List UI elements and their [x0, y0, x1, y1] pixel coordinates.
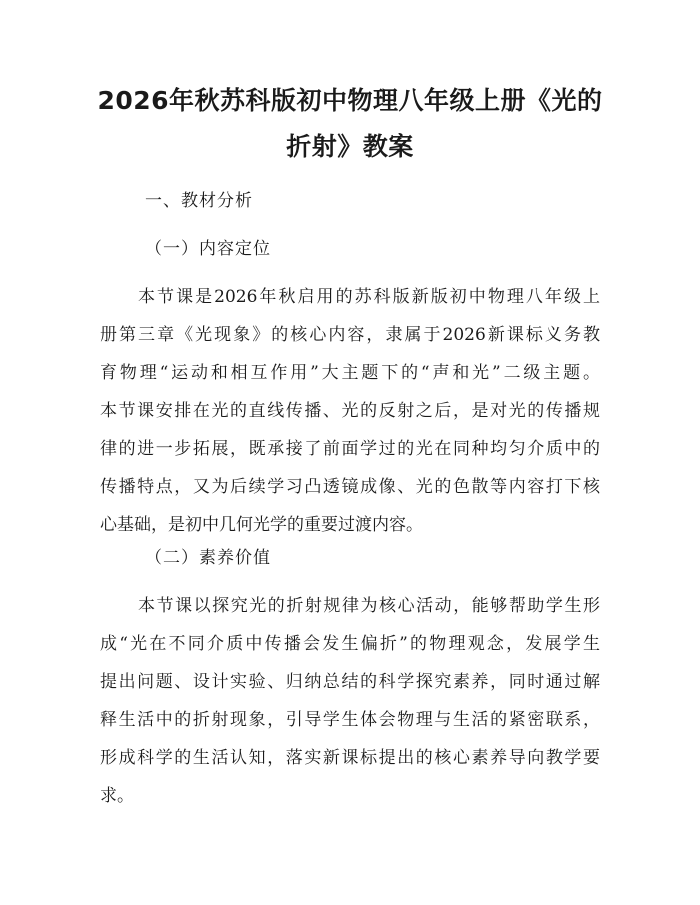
paragraph-line: 心基础，是初中几何光学的重要过渡内容。 [100, 515, 423, 535]
paragraph-line: 成“光在不同介质中传播会发生偏折”的物理观念，发展学生 [100, 634, 600, 654]
paragraph-line: 本节课安排在光的直线传播、光的反射之后，是对光的传播规 [100, 401, 600, 421]
document-title-line-2: 折射》教案 [286, 132, 414, 161]
paragraph-line: 释生活中的折射现象，引导学生体会物理与生活的紧密联系， [100, 710, 600, 730]
document-title-line-1: 2026年秋苏科版初中物理八年级上册《光的 [97, 86, 603, 115]
paragraph-line: 律的进一步拓展，既承接了前面学过的光在同种均匀介质中的 [100, 439, 600, 459]
paragraph-line: 求。 [100, 786, 134, 806]
paragraph-line: 育物理“运动和相互作用”大主题下的“声和光”二级主题。 [100, 363, 600, 383]
subsection-heading-content-positioning: （一）内容定位 [145, 239, 271, 259]
paragraph-line: 形成科学的生活认知，落实新课标提出的核心素养导向教学要 [100, 748, 600, 768]
section-heading-textbook-analysis: 一、教材分析 [145, 191, 253, 211]
paragraph-line: 册第三章《光现象》的核心内容，隶属于2026新课标义务教 [100, 325, 600, 345]
paragraph-line: 提出问题、设计实验、归纳总结的科学探究素养，同时通过解 [100, 672, 600, 692]
paragraph-line: 传播特点，又为后续学习凸透镜成像、光的色散等内容打下核 [100, 477, 600, 497]
paragraph-line: 本节课以探究光的折射规律为核心活动，能够帮助学生形 [138, 596, 600, 616]
paragraph-line: 本节课是2026年秋启用的苏科版新版初中物理八年级上 [138, 287, 600, 307]
subsection-heading-literacy-value: （二）素养价值 [145, 548, 271, 568]
